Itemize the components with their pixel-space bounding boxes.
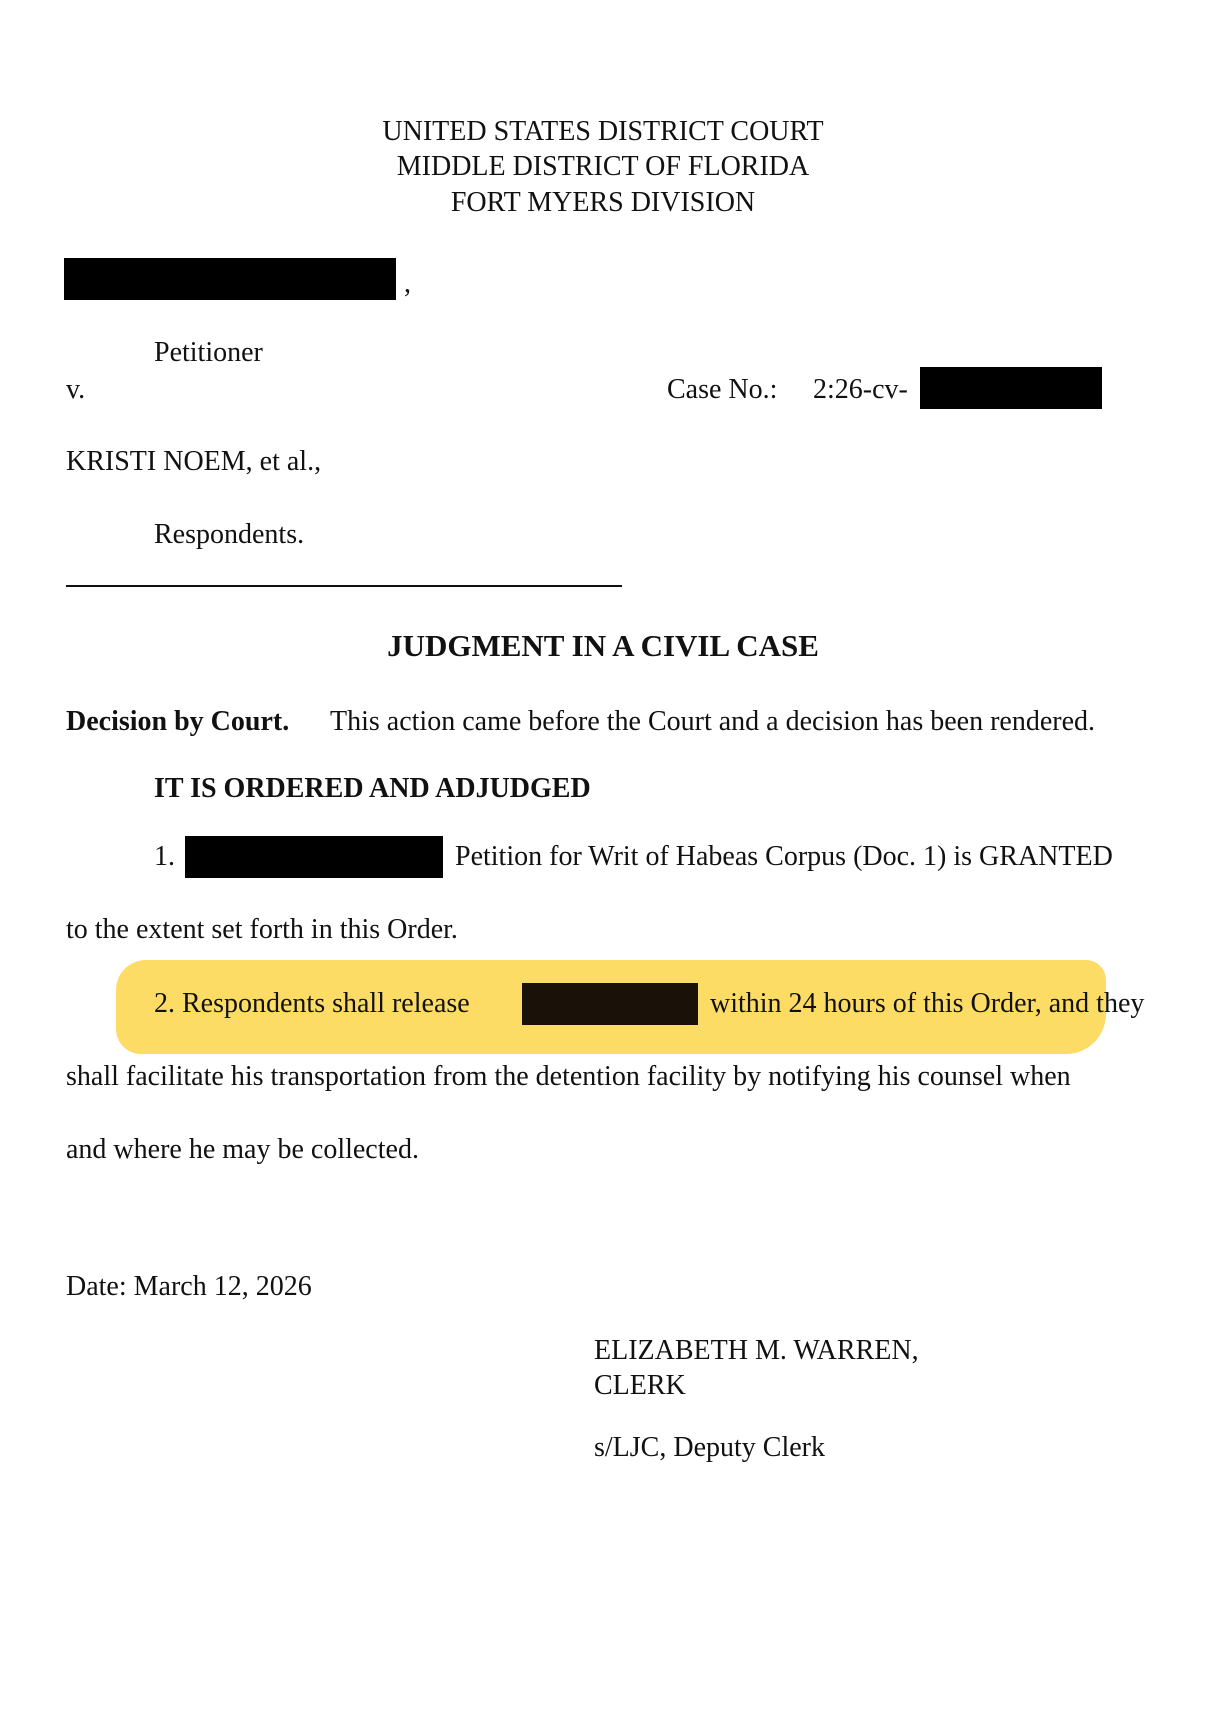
deputy-clerk-signature: s/LJC, Deputy Clerk — [594, 1432, 825, 1463]
decision-text: This action came before the Court and a decision has been rendered. — [330, 706, 1096, 737]
redacted-case-number — [920, 367, 1102, 409]
paragraph-2-lead: 2. Respondents shall release — [154, 988, 470, 1019]
redacted-petitioner-name — [64, 258, 396, 300]
respondent-name: KRISTI NOEM, et al., — [66, 446, 322, 477]
paragraph-1-text-a: Petition for Writ of Habeas Corpus (Doc. 1) is GRANTED — [455, 841, 1113, 872]
paragraph-2-text-b: shall facilitate his transportation from the detention facility by notifying his counsel when — [66, 1061, 1071, 1092]
clerk-name: ELIZABETH M. WARREN, — [594, 1335, 919, 1366]
caption-divider — [66, 585, 622, 587]
date-line: Date: March 12, 2026 — [66, 1271, 312, 1302]
clerk-title: CLERK — [594, 1370, 686, 1401]
decision-label: Decision by Court. — [66, 706, 290, 737]
court-division: FORT MYERS DIVISION — [450, 187, 756, 218]
versus-label: v. — [66, 374, 86, 405]
paragraph-1-number: 1. — [154, 841, 175, 872]
judgment-title: JUDGMENT IN A CIVIL CASE — [387, 628, 819, 663]
redacted-name-paragraph-1 — [185, 836, 443, 878]
paragraph-2-text-a: within 24 hours of this Order, and they — [710, 988, 1145, 1019]
court-district: MIDDLE DISTRICT OF FLORIDA — [396, 151, 810, 182]
paragraph-2-text-c: and where he may be collected. — [66, 1134, 419, 1165]
petitioner-label: Petitioner — [154, 337, 263, 368]
case-number-value: 2:26-cv- — [813, 374, 908, 405]
court-name: UNITED STATES DISTRICT COURT — [382, 116, 824, 147]
case-number-label: Case No.: — [667, 374, 778, 405]
order-heading: IT IS ORDERED AND ADJUDGED — [154, 773, 591, 804]
paragraph-1-text-b: to the extent set forth in this Order. — [66, 914, 458, 945]
respondent-label: Respondents. — [154, 519, 305, 550]
petitioner-comma: , — [404, 268, 411, 299]
redacted-name-paragraph-2 — [522, 983, 698, 1025]
